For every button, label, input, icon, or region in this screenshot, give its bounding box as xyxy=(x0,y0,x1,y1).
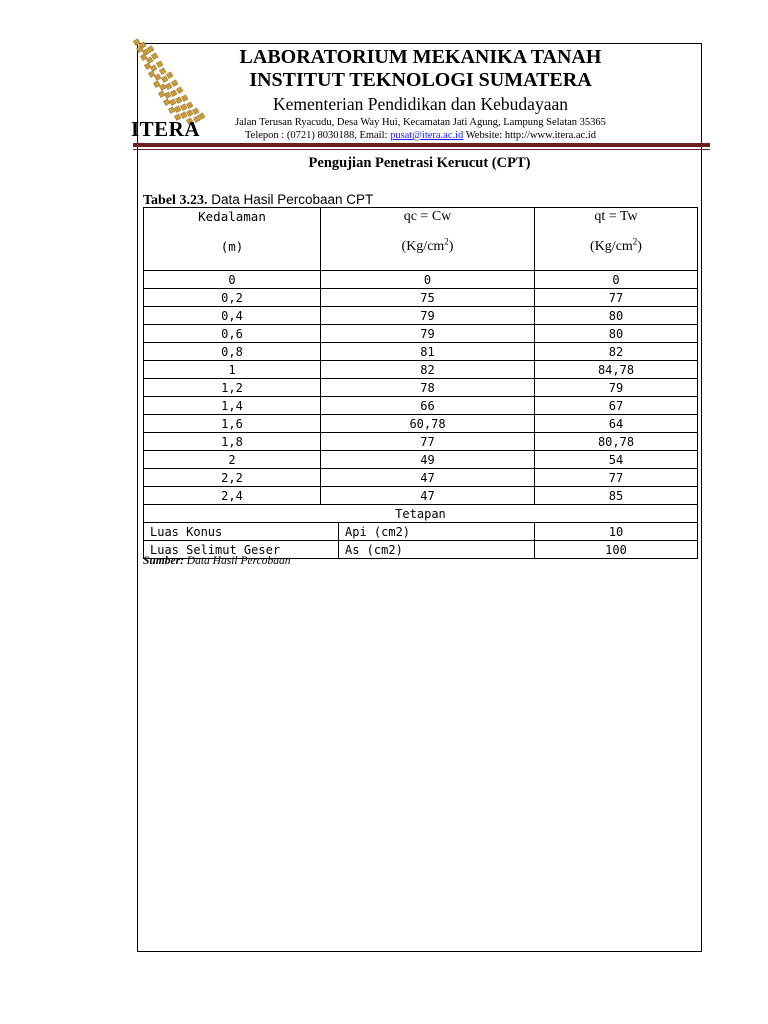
document-title: Pengujian Penetrasi Kerucut (CPT) xyxy=(308,155,531,171)
qc-cell: 79 xyxy=(321,307,535,325)
qt-cell: 77 xyxy=(535,289,698,307)
constant-name: Luas Selimut Geser xyxy=(144,541,339,559)
source-note xyxy=(143,555,290,567)
institute-name: INSTITUT TEKNOLOGI SUMATERA xyxy=(249,69,592,91)
constant-symbol: As (cm2) xyxy=(339,541,535,559)
qc-cell: 47 xyxy=(321,487,535,505)
header-rule-thin xyxy=(133,149,710,150)
source-label: Sumber: xyxy=(143,555,184,567)
constant-value: 10 xyxy=(535,523,698,541)
ministry-name: Kementerian Pendidikan dan Kebudayaan xyxy=(273,94,568,114)
qc-cell: 75 xyxy=(321,289,535,307)
depth-cell: 0,2 xyxy=(144,289,321,307)
email-link[interactable]: pusat@itera.ac.id xyxy=(390,130,464,141)
tetapan-row xyxy=(144,505,698,523)
qc-cell: 78 xyxy=(321,379,535,397)
lab-name: LABORATORIUM MEKANIKA TANAH xyxy=(239,46,602,68)
tetapan-label: Tetapan xyxy=(144,505,698,523)
depth-cell: 1,2 xyxy=(144,379,321,397)
depth-cell: 1 xyxy=(144,361,321,379)
contact-line xyxy=(218,129,623,142)
depth-cell: 0 xyxy=(144,271,321,289)
table-row xyxy=(144,307,698,325)
qt-cell: 0 xyxy=(535,271,698,289)
qt-cell: 82 xyxy=(535,343,698,361)
address: Jalan Terusan Ryacudu, Desa Way Hui, Kecamatan Jati Agung, Lampung Selatan 35365 xyxy=(235,117,606,128)
qt-cell: 85 xyxy=(535,487,698,505)
depth-cell: 0,8 xyxy=(144,343,321,361)
table-row xyxy=(144,271,698,289)
qt-cell: 80 xyxy=(535,325,698,343)
table-row xyxy=(144,361,698,379)
qc-cell: 49 xyxy=(321,451,535,469)
qt-cell: 80 xyxy=(535,307,698,325)
depth-cell: 2,4 xyxy=(144,487,321,505)
header-depth: Kedalaman (m) xyxy=(144,208,321,271)
header-qt: qt = Tw $(Kg/cm^2)$ xyxy=(535,208,698,271)
cpt-data-table xyxy=(143,207,698,559)
constant-symbol: Api (cm2) xyxy=(339,523,535,541)
phone-text: Telepon : (0721) 8030188, Email: xyxy=(244,130,391,141)
table-row xyxy=(144,487,698,505)
source-text: Data Hasil Percobaan xyxy=(183,555,291,567)
table-row xyxy=(144,325,698,343)
qc-cell: 81 xyxy=(321,343,535,361)
qc-cell: 79 xyxy=(321,325,535,343)
depth-cell: 1,4 xyxy=(144,397,321,415)
constant-name: Luas Konus xyxy=(144,523,339,541)
caption-label: Tabel 3.23. xyxy=(143,193,208,208)
logo-text: ITERA xyxy=(131,117,201,141)
qc-cell: 77 xyxy=(321,433,535,451)
table-row xyxy=(144,469,698,487)
table-row xyxy=(144,433,698,451)
depth-cell: 1,6 xyxy=(144,415,321,433)
qt-cell: 80,78 xyxy=(535,433,698,451)
qc-cell: 0 xyxy=(321,271,535,289)
qt-cell: 64 xyxy=(535,415,698,433)
website-text[interactable]: Website: http://www.itera.ac.id xyxy=(465,130,597,141)
qc-cell: 47 xyxy=(321,469,535,487)
qc-cell: 66 xyxy=(321,397,535,415)
qt-cell: 77 xyxy=(535,469,698,487)
qc-cell: 60,78 xyxy=(321,415,535,433)
table-row xyxy=(144,397,698,415)
depth-cell: 0,4 xyxy=(144,307,321,325)
qt-cell: 54 xyxy=(535,451,698,469)
qc-cell: 82 xyxy=(321,361,535,379)
constant-row xyxy=(144,523,698,541)
constant-value: 100 xyxy=(535,541,698,559)
depth-cell: 2 xyxy=(144,451,321,469)
letterhead xyxy=(218,46,623,142)
header-qc: qc = Cw $(Kg/cm^2)$ xyxy=(321,208,535,271)
qt-cell: 79 xyxy=(535,379,698,397)
table-row xyxy=(144,379,698,397)
table-row xyxy=(144,451,698,469)
header-rule-thick xyxy=(133,143,710,147)
table-header-row xyxy=(144,208,698,271)
qt-cell: 67 xyxy=(535,397,698,415)
depth-cell: 0,6 xyxy=(144,325,321,343)
depth-cell: 2,2 xyxy=(144,469,321,487)
table-row xyxy=(144,343,698,361)
table-row xyxy=(144,289,698,307)
caption-text: Data Hasil Percobaan CPT xyxy=(207,192,374,207)
depth-cell: 1,8 xyxy=(144,433,321,451)
table-row xyxy=(144,415,698,433)
qt-cell: 84,78 xyxy=(535,361,698,379)
